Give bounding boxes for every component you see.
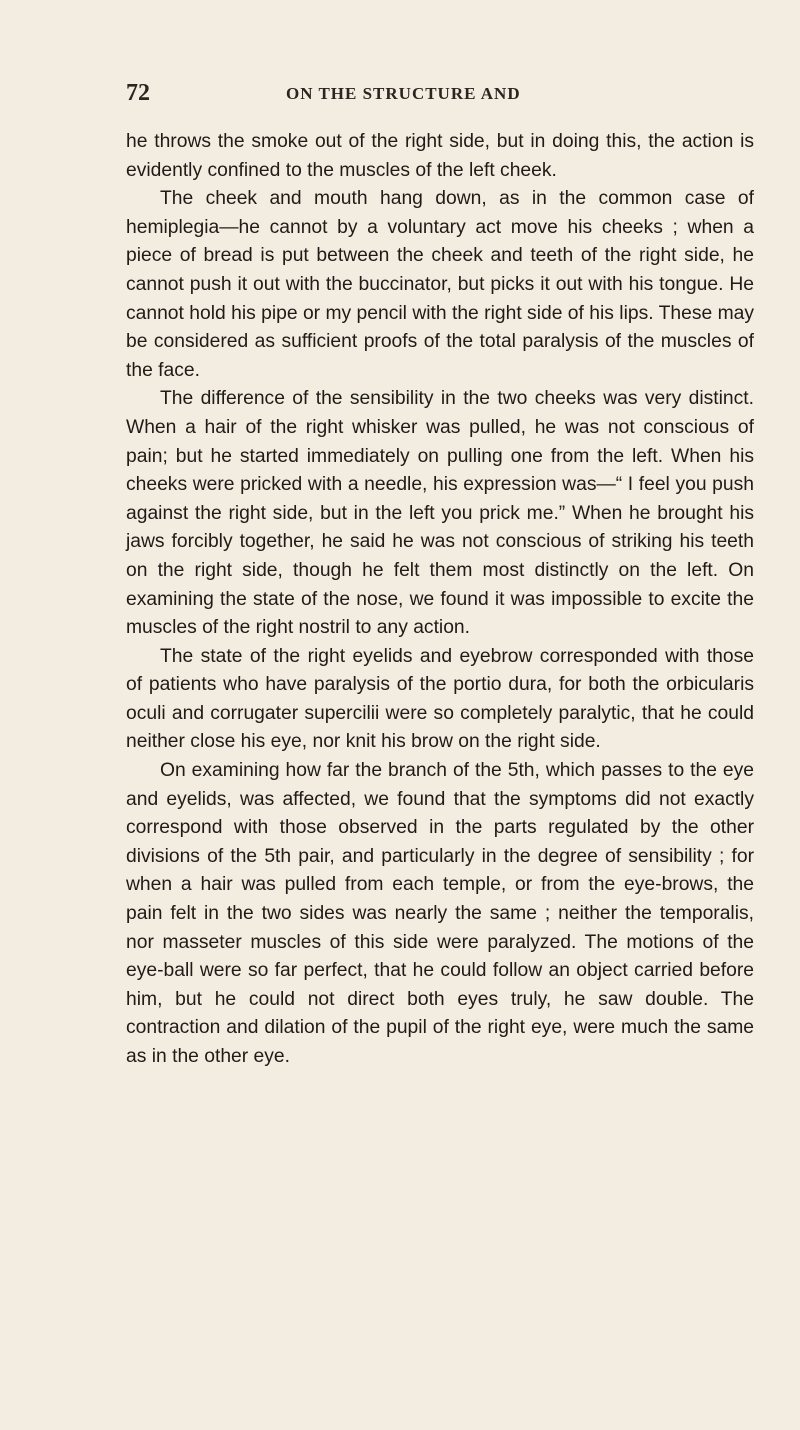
paragraph-1: he throws the smoke out of the right side, but in doing this, the action is evidently confined to the muscles of the left cheek. [126,131,754,181]
page-header [126,80,752,114]
paragraph-2: The cheek and mouth hang down, as in the common case of hemiplegia—he cannot by a voluntary act move his cheeks ; when a piece of bread is put between the cheek and teeth of the right side, he cannot push it out with the buccinator, but picks it out with his tongue. He cannot hold his pipe or my pencil with the right side of his lips. These may be considered as sufficient proofs of the total paralysis of the muscles of the face. [126,188,754,381]
paragraph-4: The state of the right eyelids and eyebrow corresponded with those of patients who have paralysis of the portio dura, for both the orbicularis oculi and corrugater supercilii were so completely paralytic, that he could neither close his eye, nor knit his brow on the right side. [126,645,754,753]
page-number: 72 [126,80,150,106]
paragraph-5: On examining how far the branch of the 5th, which passes to the eye and eyelids, was affected, we found that the symptoms did not exactly correspond with those observed in the parts regulated by the other divisions of the 5th pair, and particularly in the degree of sensibility ; for when a hair was pulled from each temple, or from the eye-brows, the pain felt in the two sides was nearly the same ; neither the temporalis, nor masseter muscles of this side were paralyzed. The motions of the eye-ball were so far perfect, that he could follow an object carried before him, but he could not direct both eyes truly, he saw double. The contraction and dilation of the pupil of the right eye, were much the same as in the other eye. [126,760,754,1067]
running-head: ON THE STRUCTURE AND [286,84,521,103]
body-text [126,128,754,1072]
paragraph-3: The difference of the sensibility in the two cheeks was very distinct. When a hair of the right whisker was pulled, he was not conscious of pain; but he started immediately on pulling one from the left. When his cheeks were pricked with a needle, his expression was—“ I feel you push against the right side, but in the left you prick me.” When he brought his jaws forcibly together, he said he was not conscious of striking his teeth on the right side, though he felt them most distinctly on the left. On examining the state of the nose, we found it was impossible to excite the muscles of the right nostril to any action. [126,388,754,639]
